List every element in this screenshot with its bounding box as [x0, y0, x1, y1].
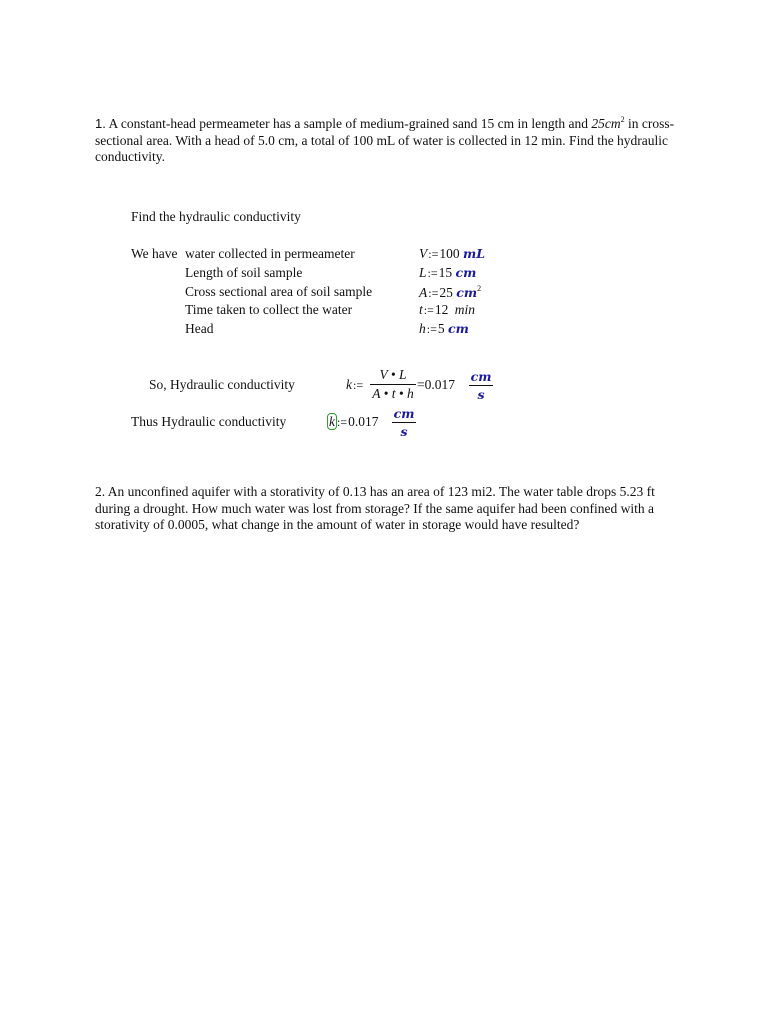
- problem-1-text-a: A constant-head permeameter has a sample of medium-grained sand 15 cm in length and: [108, 116, 588, 131]
- formula-denominator: A • t • h: [372, 386, 414, 401]
- given-expr-length: L:=15 cm: [419, 265, 477, 280]
- final-unit-numerator: cm: [393, 406, 415, 421]
- formula-lhs: k:=: [346, 377, 364, 392]
- formula-unit-numerator: cm: [470, 369, 492, 384]
- final-unit-fraction: [392, 406, 416, 439]
- formula-unit-denominator: s: [477, 387, 485, 402]
- formula-unit-fraction: [469, 369, 493, 402]
- so-label: So, Hydraulic conductivity: [149, 377, 295, 392]
- final-var-highlight[interactable]: k: [329, 414, 335, 429]
- area-exponent: 2: [620, 115, 625, 124]
- given-expr-area: A:=25 $cm^2$: [419, 284, 482, 300]
- solution-heading: Find the hydraulic conductivity: [131, 209, 301, 224]
- given-label-area: Cross sectional area of soil sample: [185, 284, 373, 299]
- given-expr-time: t:=12 min: [419, 302, 475, 317]
- formula-numerator: V • L: [379, 367, 407, 382]
- formula-fraction: [370, 367, 416, 402]
- problem-1-number: 1.: [95, 116, 106, 131]
- area-unit: cm: [604, 116, 621, 131]
- given-label-head: Head: [185, 321, 214, 336]
- given-label-time: Time taken to collect the water: [185, 302, 353, 317]
- we-have-label: We have: [131, 246, 178, 261]
- given-label-length: Length of soil sample: [185, 265, 303, 280]
- problem-1-statement: [95, 112, 675, 166]
- problem-2-statement: 2. An unconfined aquifer with a storativity of 0.13 has an area of 123 mi2. The water table drops 5.23 ft during a drought. How much water was lost from storage? If the same aquifer had been confined with a storativity of 0.0005, what change in the amount of water in storage would have resulted?: [95, 484, 655, 532]
- given-label-volume: water collected in permeameter: [185, 246, 355, 261]
- area-value: 25: [591, 116, 605, 131]
- given-expr-head: h:=5 cm: [419, 321, 469, 336]
- formula-result: =0.017: [417, 377, 455, 392]
- final-unit-denominator: s: [400, 424, 408, 439]
- given-expr-volume: V:=100 mL: [419, 246, 485, 261]
- fraction-bar: [370, 384, 416, 385]
- thus-label: Thus Hydraulic conductivity: [131, 414, 287, 429]
- final-expression[interactable]: k :=0.017: [329, 414, 379, 429]
- problem-1-text-b: in cross-sectional area. With a head of 5.0 cm, a total of 100 mL of water is collected in 12 min. Find the hydraulic conductivity.: [95, 116, 675, 164]
